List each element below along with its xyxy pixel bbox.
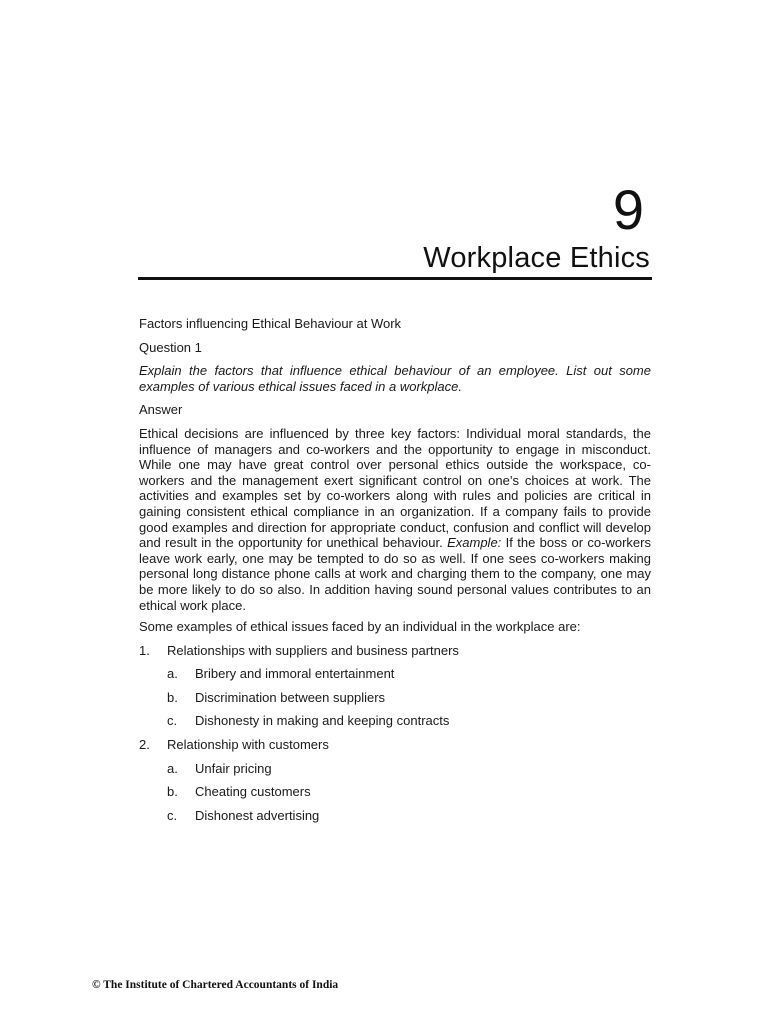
list-item-number: 1. (139, 642, 150, 658)
answer-heading: Answer (139, 402, 183, 418)
sub-list-item (167, 808, 651, 824)
list-item (139, 737, 651, 823)
title-divider (138, 277, 652, 280)
sub-list (167, 666, 651, 729)
sub-list-item (167, 713, 651, 729)
list-item-number: 2. (139, 737, 150, 753)
chapter-number: 9 (612, 178, 644, 241)
question-text: Explain the factors that influence ethical behaviour of an employee. List out some examples of various ethical issues faced in a workplace. (139, 363, 651, 394)
chapter-title: Workplace Ethics (423, 242, 650, 274)
sub-item-letter: b. (167, 784, 178, 800)
sub-item-text: Dishonesty in making and keeping contracts (195, 713, 450, 729)
sub-item-text: Cheating customers (195, 784, 311, 800)
examples-intro: Some examples of ethical issues faced by an individual in the workplace are: (139, 619, 581, 635)
sub-item-letter: c. (167, 713, 178, 729)
sub-list-item (167, 666, 651, 682)
sub-item-letter: a. (167, 666, 178, 682)
sub-item-letter: b. (167, 689, 178, 705)
example-label: Example: (447, 535, 502, 551)
answer-text-part2: If the boss or co-workers leave work early, one may be tempted to do so as well. If one sees co-workers making personal long distance phone calls at work and charging them to the company, one may be more likely to do so also. In addition having sound personal values contributes to an ethical work place. (139, 535, 651, 613)
ethical-issues-list (139, 643, 651, 824)
question-heading: Question 1 (139, 339, 202, 355)
sub-list-item (167, 784, 651, 800)
list-item-label: Relationship with customers (167, 737, 329, 753)
section-heading: Factors influencing Ethical Behaviour at Work (139, 316, 402, 331)
sub-item-text: Bribery and immoral entertainment (195, 666, 395, 682)
sub-item-letter: a. (167, 760, 178, 776)
chapter-content (139, 316, 651, 831)
sub-list (167, 761, 651, 824)
answer-paragraph (139, 426, 651, 613)
sub-item-text: Dishonest advertising (195, 807, 320, 823)
list-item-label: Relationships with suppliers and business partners (167, 642, 459, 658)
sub-list-item (167, 761, 651, 777)
copyright-footer: © The Institute of Chartered Accountants of India (92, 979, 339, 991)
sub-item-letter: c. (167, 807, 178, 823)
sub-item-text: Discrimination between suppliers (195, 689, 386, 705)
sub-item-text: Unfair pricing (195, 760, 272, 776)
answer-text-part1: Ethical decisions are influenced by three key factors: Individual moral standards, the influence of managers and co-workers and the opportunity to engage in misconduct. While one may have great control over personal ethics outside the workspace, co-workers and the management exert significant control on one’s choices at work. The activities and examples set by co-workers along with rules and policies are critical in gaining consistent ethical compliance in an organization. If a company fails to provide good examples and direction for appropriate conduct, confusion and conflict will develop and result in the opportunity for unethical behaviour. (139, 425, 651, 551)
list-item (139, 643, 651, 729)
sub-list-item (167, 690, 651, 706)
